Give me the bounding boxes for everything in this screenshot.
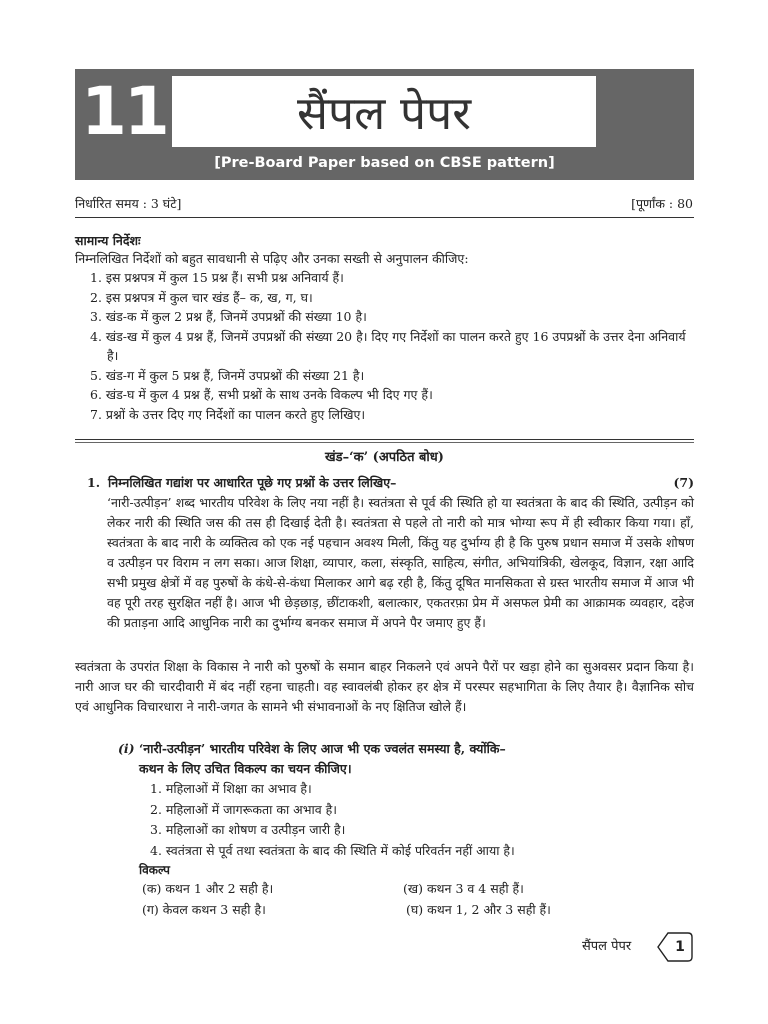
divider: [75, 217, 694, 218]
option-kha: (ख) कथन 3 व 4 सही हैं।: [403, 881, 524, 896]
statement-item: 4. स्वतंत्रता से पूर्व तथा स्वतंत्रता के बाद की स्थिति में कोई परिवर्तन नहीं आया है।: [150, 842, 515, 858]
options-heading: विकल्प: [139, 863, 170, 877]
instructions-intro: निम्नलिखित निर्देशों को बहुत सावधानी से पढ़िए और उनका सख्ती से अनुपालन कीजिए:: [75, 251, 469, 266]
passage-paragraph: ‘नारी-उत्पीड़न’ शब्द भारतीय परिवेश के लिए नया नहीं है। स्वतंत्रता से पूर्व की स्थिति हो या स्वतंत्रता के बाद की स्थिति, उत्पीड़न को लेकर नारी की स्थिति जस की तस ही दिखाई देती है। स्वतंत्रता से पहले तो नारी को मात्र भोग्या रूप में ही स्वीकार किया गया। हाँ, स्वतंत्रता के बाद नारी के व्यक्तित्व को एक नई पहचान अवश्य मिली, किंतु यह दुर्भाग्य ही है कि पुरुष प्रधान समाज में उसके शोषण व उत्पीड़न पर विराम न लग सका। आज शिक्षा, व्यापार, कला, संस्कृति, साहित्य, संगीत, अभियांत्रिकी, खेलकूद, विज्ञान, रक्षा आदि सभी प्रमुख क्षेत्रों में वह पुरुषों के कंधे-से-कंधा मिलाकर आगे बढ़ रही है, किंतु दूषित मानसिकता से ग्रस्त भारतीय समाज में आज भी वह पूरी तरह सुरक्षित नहीं है। आज भी छेड़छाड़, छींटाकशी, बलात्कार, एकतरफ़ा प्रेम में असफल प्रेमी का आक्रामक व्यवहार, दहेज की प्रताड़ना आदि आधुनिक नारी का दुर्भाग्य बनकर समाज में अपने पैर जमाए हुए हैं।: [107, 495, 694, 630]
sub-question-label: (i): [118, 741, 135, 756]
paper-number: 11: [81, 73, 167, 150]
passage-paragraph: स्वतंत्रता के उपरांत शिक्षा के विकास ने नारी को पुरुषों के समान बाहर निकलने एवं अपने पैरों पर खड़ा होने का सुअवसर प्रदान किया है। नारी आज घर की चारदीवारी में बंद नहीं रहना चाहती। वह स्वावलंबी होकर हर क्षेत्र में परस्पर सहभागिता के लिए तैयार है। वैज्ञानिक सोच एवं आधुनिक विचारधारा ने नारी-जगत के सामने भी संभावनाओं के नए क्षितिज खोले हैं।: [75, 659, 694, 714]
option-ga: (ग) केवल कथन 3 सही है।: [142, 902, 266, 917]
statement-item: 3. महिलाओं का शोषण व उत्पीड़न जारी है।: [150, 822, 346, 837]
statement-list: [150, 779, 515, 861]
divider: [75, 439, 694, 440]
instruction-item: 1. इस प्रश्नपत्र में कुल 15 प्रश्न हैं। सभी प्रश्न अनिवार्य हैं।: [90, 270, 344, 285]
page-number-badge: [656, 931, 694, 963]
sub-question-text: ‘नारी-उत्पीड़न’ भारतीय परिवेश के लिए आज भी एक ज्वलंत समस्या है, क्योंकि–: [138, 741, 506, 756]
header-banner: [75, 69, 694, 180]
instruction-item: 5. खंड-ग में कुल 5 प्रश्न हैं, जिनमें उपप्रश्नों की संख्या 21 है।: [90, 367, 365, 383]
option-gha: (घ) कथन 1, 2 और 3 सही हैं।: [406, 902, 551, 917]
option-ka: (क) कथन 1 और 2 सही है।: [142, 881, 274, 896]
instruction-item: 6. खंड-घ में कुल 4 प्रश्न हैं, सभी प्रश्नों के साथ उनके विकल्प भी दिए गए हैं।: [90, 387, 433, 402]
question-text: निम्नलिखित गद्यांश पर आधारित पूछे गए प्रश्नों के उत्तर लिखिए–: [108, 475, 397, 490]
instruction-item: 4. खंड-ख में कुल 4 प्रश्न हैं, जिनमें उपप्रश्नों की संख्या 20 है। दिए गए निर्देशों का पालन करते हुए 16 उपप्रश्नों के उत्तर देना अनिवार्य है।: [90, 328, 686, 363]
time-allowed: निर्धारित समय : 3 घंटे]: [75, 196, 182, 211]
max-marks: [पूर्णांक : 80: [631, 196, 693, 211]
instructions-heading: सामान्य निर्देशः: [75, 233, 141, 248]
paper-title: सैंपल पेपर: [172, 76, 596, 147]
sub-question: [118, 740, 506, 758]
sub-question-instruction: कथन के लिए उचित विकल्प का चयन कीजिए।: [139, 761, 352, 776]
instruction-item: 7. प्रश्नों के उत्तर दिए गए निर्देशों का पालन करते हुए लिखिए।: [90, 406, 366, 422]
question-marks: (7): [673, 475, 694, 490]
statement-item: 1. महिलाओं में शिक्षा का अभाव है।: [150, 781, 312, 796]
paper-subtitle: [Pre-Board Paper based on CBSE pattern]: [214, 155, 555, 171]
question-number: 1.: [87, 475, 101, 490]
instruction-item: 2. इस प्रश्नपत्र में कुल चार खंड हैं– क, ख, ग, घ।: [90, 289, 313, 305]
footer-label: सैंपल पेपर: [582, 939, 632, 954]
divider: [75, 442, 694, 443]
statement-item: 2. महिलाओं में जागरूकता का अभाव है।: [150, 801, 338, 817]
page-number: 1: [675, 939, 685, 955]
instructions-list: [90, 268, 694, 424]
section-title: खंड–‘क’ (अपठित बोध): [325, 450, 444, 465]
instruction-item: 3. खंड-क में कुल 2 प्रश्न हैं, जिनमें उपप्रश्नों की संख्या 10 है।: [90, 309, 367, 324]
